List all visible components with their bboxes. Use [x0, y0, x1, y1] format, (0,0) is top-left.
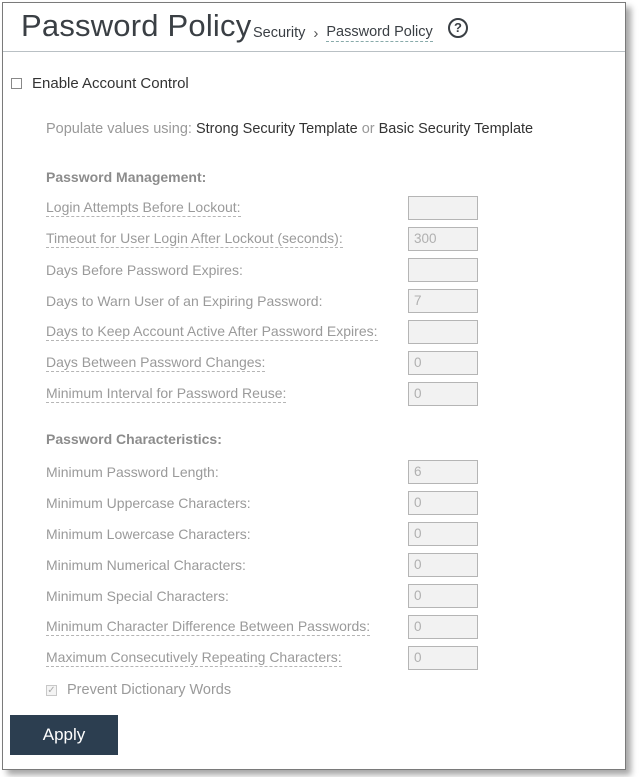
password-policy-panel: [2, 2, 626, 770]
enable-account-control-checkbox[interactable]: [11, 78, 22, 89]
populate-or: or: [361, 121, 375, 137]
password-management-heading: Password Management:: [46, 169, 207, 185]
max-repeating-row: [46, 646, 478, 670]
prevent-dictionary-words[interactable]: [46, 682, 231, 698]
lockout-timeout-input[interactable]: 300: [408, 227, 478, 251]
days-to-warn-row: [46, 289, 478, 313]
min-lowercase-label: Minimum Lowercase Characters:: [46, 526, 251, 542]
basic-security-template-link[interactable]: Basic Security Template: [378, 121, 534, 137]
populate-values-line: [46, 121, 533, 137]
lockout-timeout-row: [46, 227, 478, 251]
days-before-expire-label: Days Before Password Expires:: [46, 262, 243, 278]
min-numerical-row: [46, 553, 478, 577]
populate-prefix: Populate values using:: [46, 121, 192, 137]
enable-account-control[interactable]: [11, 75, 189, 92]
days-before-expire-input[interactable]: [408, 258, 478, 282]
password-characteristics-heading: Password Characteristics:: [46, 431, 222, 447]
min-uppercase-label: Minimum Uppercase Characters:: [46, 495, 251, 511]
breadcrumb-security[interactable]: Security: [253, 25, 306, 41]
login-attempts-label: Login Attempts Before Lockout:: [46, 199, 241, 215]
days-keep-active-row: [46, 320, 478, 344]
max-repeating-input[interactable]: 0: [408, 646, 478, 670]
login-attempts-input[interactable]: [408, 196, 478, 220]
breadcrumb-password-policy[interactable]: Password Policy: [326, 24, 433, 40]
page-header: [3, 3, 625, 52]
days-to-warn-label: Days to Warn User of an Expiring Password:: [46, 293, 323, 309]
apply-button[interactable]: Apply: [10, 715, 118, 755]
lockout-timeout-label: Timeout for User Login After Lockout (seconds):: [46, 230, 343, 246]
min-numerical-label: Minimum Numerical Characters:: [46, 557, 246, 573]
min-char-difference-row: [46, 615, 478, 639]
breadcrumb: [253, 24, 433, 42]
days-to-warn-input[interactable]: 7: [408, 289, 478, 313]
min-lowercase-row: [46, 522, 478, 546]
min-uppercase-input[interactable]: 0: [408, 491, 478, 515]
days-between-changes-label: Days Between Password Changes:: [46, 354, 266, 370]
min-special-label: Minimum Special Characters:: [46, 588, 229, 604]
min-lowercase-input[interactable]: 0: [408, 522, 478, 546]
login-attempts-row: [46, 196, 478, 220]
min-char-difference-label: Minimum Character Difference Between Passwords:: [46, 618, 371, 634]
min-reuse-interval-row: [46, 382, 478, 406]
min-length-input[interactable]: 6: [408, 460, 478, 484]
min-special-row: [46, 584, 478, 608]
page-title: Password Policy: [21, 8, 252, 43]
max-repeating-label: Maximum Consecutively Repeating Characters:: [46, 649, 342, 665]
min-reuse-interval-label: Minimum Interval for Password Reuse:: [46, 385, 287, 401]
min-char-difference-input[interactable]: 0: [408, 615, 478, 639]
min-numerical-input[interactable]: 0: [408, 553, 478, 577]
strong-security-template-link[interactable]: Strong Security Template: [195, 121, 358, 137]
days-keep-active-label: Days to Keep Account Active After Password Expires:: [46, 323, 378, 339]
prevent-dictionary-checkbox[interactable]: ✓: [47, 684, 56, 696]
days-between-changes-row: [46, 351, 478, 375]
days-between-changes-input[interactable]: 0: [408, 351, 478, 375]
chevron-right-icon: ›: [313, 24, 319, 42]
days-before-expire-row: [46, 258, 478, 282]
days-keep-active-input[interactable]: [408, 320, 478, 344]
min-length-row: [46, 460, 478, 484]
min-length-label: Minimum Password Length:: [46, 464, 219, 480]
enable-account-control-label: Enable Account Control: [32, 75, 189, 92]
help-icon[interactable]: ?: [448, 18, 468, 38]
min-uppercase-row: [46, 491, 478, 515]
min-reuse-interval-input[interactable]: 0: [408, 382, 478, 406]
min-special-input[interactable]: 0: [408, 584, 478, 608]
prevent-dictionary-label: Prevent Dictionary Words: [67, 682, 232, 698]
